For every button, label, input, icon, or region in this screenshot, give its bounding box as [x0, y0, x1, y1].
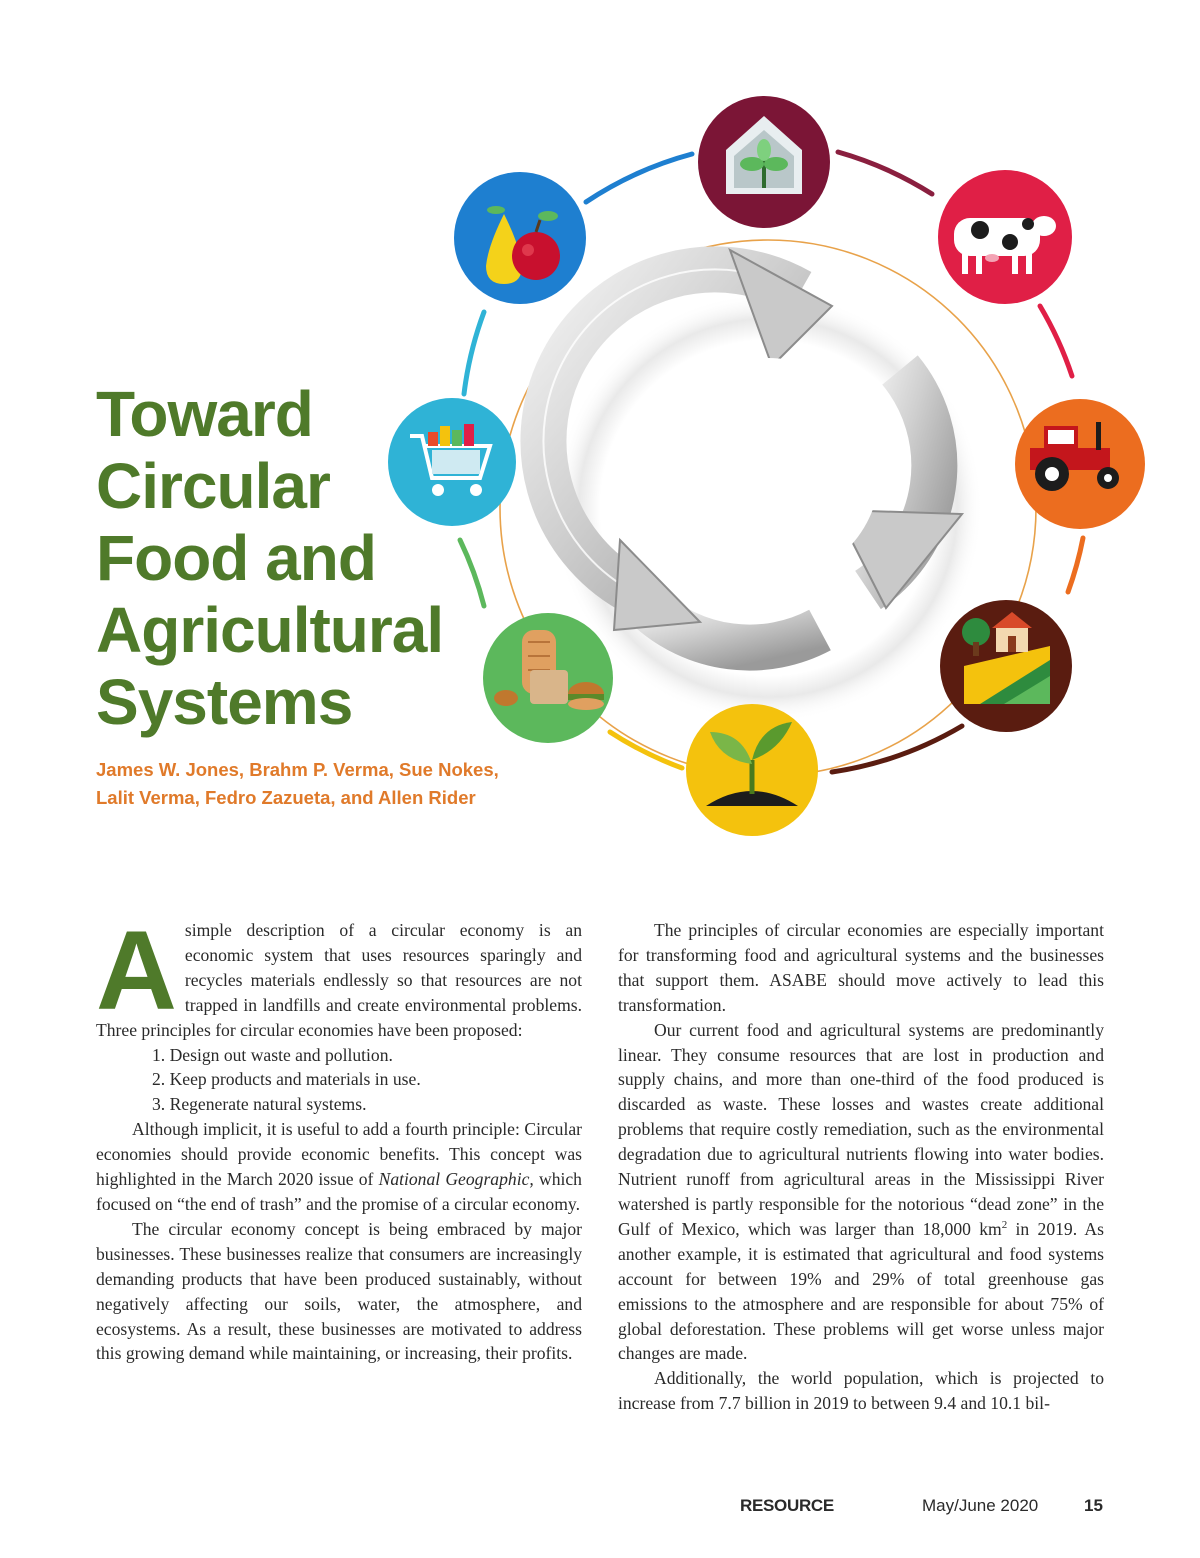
- intro-paragraph: [96, 908, 582, 1043]
- principles-list: [96, 1043, 582, 1118]
- page-footer: [0, 1496, 1200, 1520]
- paragraph: The circular economy concept is being embraced by major businesses. These businesses realize that consumers are increasingly demanding products that have been produced sustainably, without negatively affecting our soils, water, the atmosphere, and ecosystems. As a result, these businesses are motivated to address this growing demand while maintaining, or increasing, their profits.: [96, 1218, 582, 1364]
- paragraph-text: in 2019. As another example, it is estimated that agricultural and food systems account for between 19% and 29% of total greenhouse gas emissions to the atmosphere and are responsible for about 75% of global deforestation. These problems will get worse unless major changes are made.: [618, 1218, 1104, 1364]
- drop-cap: A: [96, 908, 177, 1033]
- paragraph: Additionally, the world population, which is projected to increase from 7.7 billion in 2019 to between 9.4 and 10.1 bil-: [618, 1368, 1104, 1414]
- author-line: Lalit Verma, Fedro Zazueta, and Allen Rider: [96, 787, 476, 808]
- superscript: 2: [1001, 1218, 1008, 1231]
- article-title: [96, 378, 616, 738]
- title-line: Toward: [96, 378, 313, 450]
- title-line: Food and: [96, 522, 376, 594]
- title-line: Systems: [96, 666, 353, 738]
- issue-date: May/June 2020: [922, 1496, 1039, 1515]
- title-line: Agricultural: [96, 594, 444, 666]
- list-item: Regenerate natural systems.: [169, 1094, 367, 1115]
- author-line: James W. Jones, Brahm P. Verma, Sue Nokes,: [96, 759, 499, 780]
- paragraph: [96, 1117, 582, 1217]
- list-item: Design out waste and pollution.: [169, 1044, 393, 1065]
- publication-name: National Geographic,: [378, 1169, 534, 1190]
- magazine-name: RESOURCE: [740, 1496, 834, 1515]
- paragraph: [618, 1018, 1104, 1367]
- list-item: Keep products and materials in use.: [169, 1069, 421, 1090]
- title-line: Circular: [96, 450, 330, 522]
- tractor-icon: [1015, 399, 1145, 529]
- paragraph-text: Our current food and agricultural systems are predominantly linear. They consume resources that are lost in production and supply chains, and more than one-third of the food produced is discarded as waste. These losses and wastes create additional problems that require costly remediation, such as the environmental degradation due to agricultural nutrients flowing into water bodies. Nutrient runoff from agricultural areas in the Mississippi River watershed is partly responsible for the notorious “dead zone” in the Gulf of Mexico, which was larger than 18,000 km: [618, 1019, 1104, 1239]
- page-number: 15: [1084, 1496, 1103, 1515]
- body-column-left: [96, 908, 582, 1366]
- farm-field-icon: [940, 600, 1072, 732]
- paragraph-text: Although implicit, it is useful to add a fourth principle: Circular economies should provide economic benefits. This concept was highlighted in the March 2020 issue of: [96, 1119, 582, 1190]
- greenhouse-icon: [698, 96, 830, 228]
- seedling-icon: [686, 704, 818, 836]
- cow-icon: [938, 170, 1072, 304]
- paragraph-text: which focused on “the end of trash” and the promise of a circular economy.: [96, 1169, 582, 1214]
- fruit-icon: [454, 172, 586, 304]
- paragraph-text: simple description of a circular economy is an economic system that uses resources sparingly and recycles materials endlessly so that resources are not trapped in landfills and create environmental problems. Three principles for circular economies have been proposed:: [96, 920, 582, 1040]
- paragraph: The principles of circular economies are especially important for transforming food and agricultural systems and the businesses that support them. ASABE should move actively to lead this transformation.: [618, 920, 1104, 1015]
- body-column-right: [618, 918, 1104, 1416]
